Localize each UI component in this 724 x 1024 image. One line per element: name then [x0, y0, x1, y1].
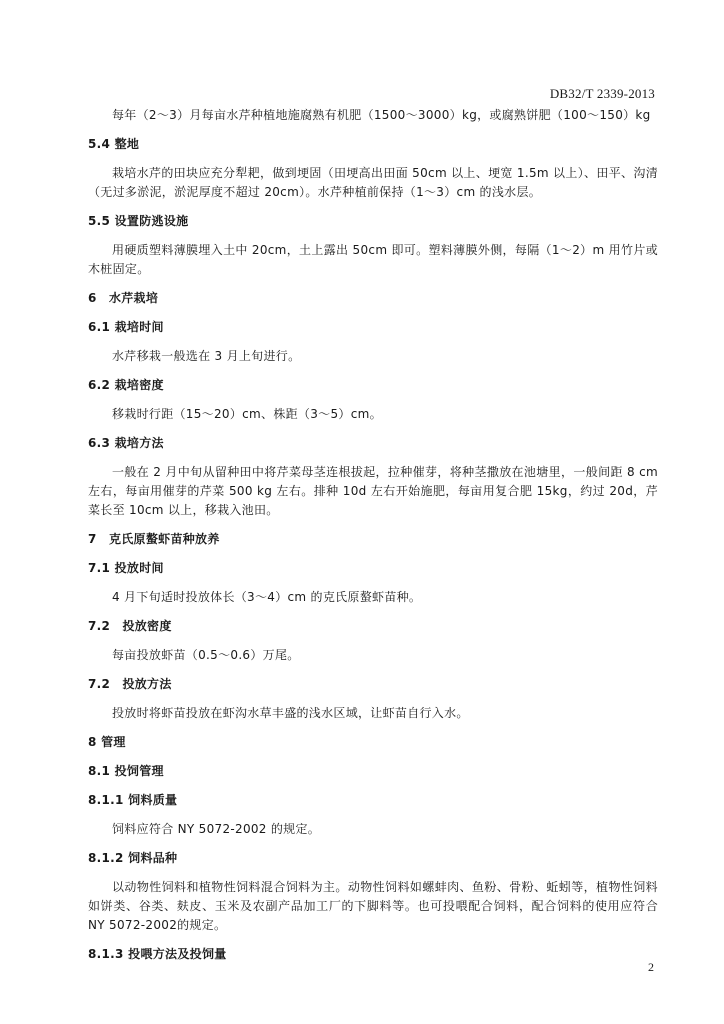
paragraph-7-1: 4 月下旬适时投放体长（3～4）cm 的克氏原螯虾苗种。	[112, 590, 422, 604]
heading-8: 8 管理	[88, 735, 126, 749]
paragraph-7-2-density: 每亩投放虾苗（0.5～0.6）万尾。	[112, 648, 300, 662]
heading-7-1: 7.1 投放时间	[88, 561, 164, 575]
heading-8-1-1: 8.1.1 饲料质量	[88, 793, 178, 807]
heading-6: 6 水芹栽培	[88, 291, 159, 305]
paragraph-8-1-1: 饲料应符合 NY 5072-2002 的规定。	[112, 822, 321, 836]
heading-7-2-density: 7.2 投放密度	[88, 619, 172, 633]
paragraph-8-1-2: 以动物性饲料和植物性饲料混合饲料为主。动物性饲料如螺蚌肉、鱼粉、骨粉、蚯蚓等，植物性饲料如饼类、谷类、麸皮、玉米及农副产品加工厂的下脚料等。也可投喂配合饲料，配合饲料的使用应符合NY 5072-2002的规定。	[88, 880, 658, 932]
document-code: DB32/T 2339-2013	[549, 86, 655, 101]
heading-6-3: 6.3 栽培方法	[88, 436, 164, 450]
heading-8-1-2: 8.1.2 饲料品种	[88, 851, 178, 865]
paragraph-fertilizer: 每年（2～3）月每亩水芹种植地施腐熟有机肥（1500～3000）kg，或腐熟饼肥（100～150）kg	[112, 108, 651, 122]
paragraph-6-1: 水芹移栽一般选在 3 月上旬进行。	[112, 349, 301, 363]
paragraph-5-5: 用硬质塑料薄膜埋入土中 20cm，土上露出 50cm 即可。塑料薄膜外侧，每隔（1～2）m 用竹片或木桩固定。	[88, 243, 658, 276]
heading-5-5: 5.5 设置防逃设施	[88, 214, 189, 228]
paragraph-6-3: 一般在 2 月中旬从留种田中将芹菜母茎连根拔起，拉种催芽，将种茎撒放在池塘里，一般间距 8 cm 左右，每亩用催芽的芹菜 500 kg 左右。排种 10d 左右开始施肥，每亩用复合肥 15kg，约过 20d，芹菜长至 10cm 以上，移栽入池田。	[88, 465, 658, 517]
heading-6-2: 6.2 栽培密度	[88, 378, 164, 392]
heading-8-1-3: 8.1.3 投喂方法及投饲量	[88, 947, 227, 961]
paragraph-6-2: 移栽时行距（15～20）cm、株距（3～5）cm。	[112, 407, 382, 421]
heading-7: 7 克氏原螯虾苗种放养	[88, 532, 220, 546]
document-body	[88, 106, 658, 964]
page-number: 2	[648, 960, 654, 974]
paragraph-7-2-method: 投放时将虾苗投放在虾沟水草丰盛的浅水区域，让虾苗自行入水。	[112, 706, 469, 720]
heading-8-1: 8.1 投饲管理	[88, 764, 164, 778]
paragraph-5-4: 栽培水芹的田块应充分犁耙，做到埂固（田埂高出田面 50cm 以上、埂宽 1.5m 以上）、田平、沟清（无过多淤泥，淤泥厚度不超过 20cm）。水芹种植前保持（1～3）cm 的浅水层。	[88, 166, 658, 199]
heading-5-4: 5.4 整地	[88, 137, 140, 151]
heading-7-2-method: 7.2 投放方法	[88, 677, 172, 691]
heading-6-1: 6.1 栽培时间	[88, 320, 164, 334]
